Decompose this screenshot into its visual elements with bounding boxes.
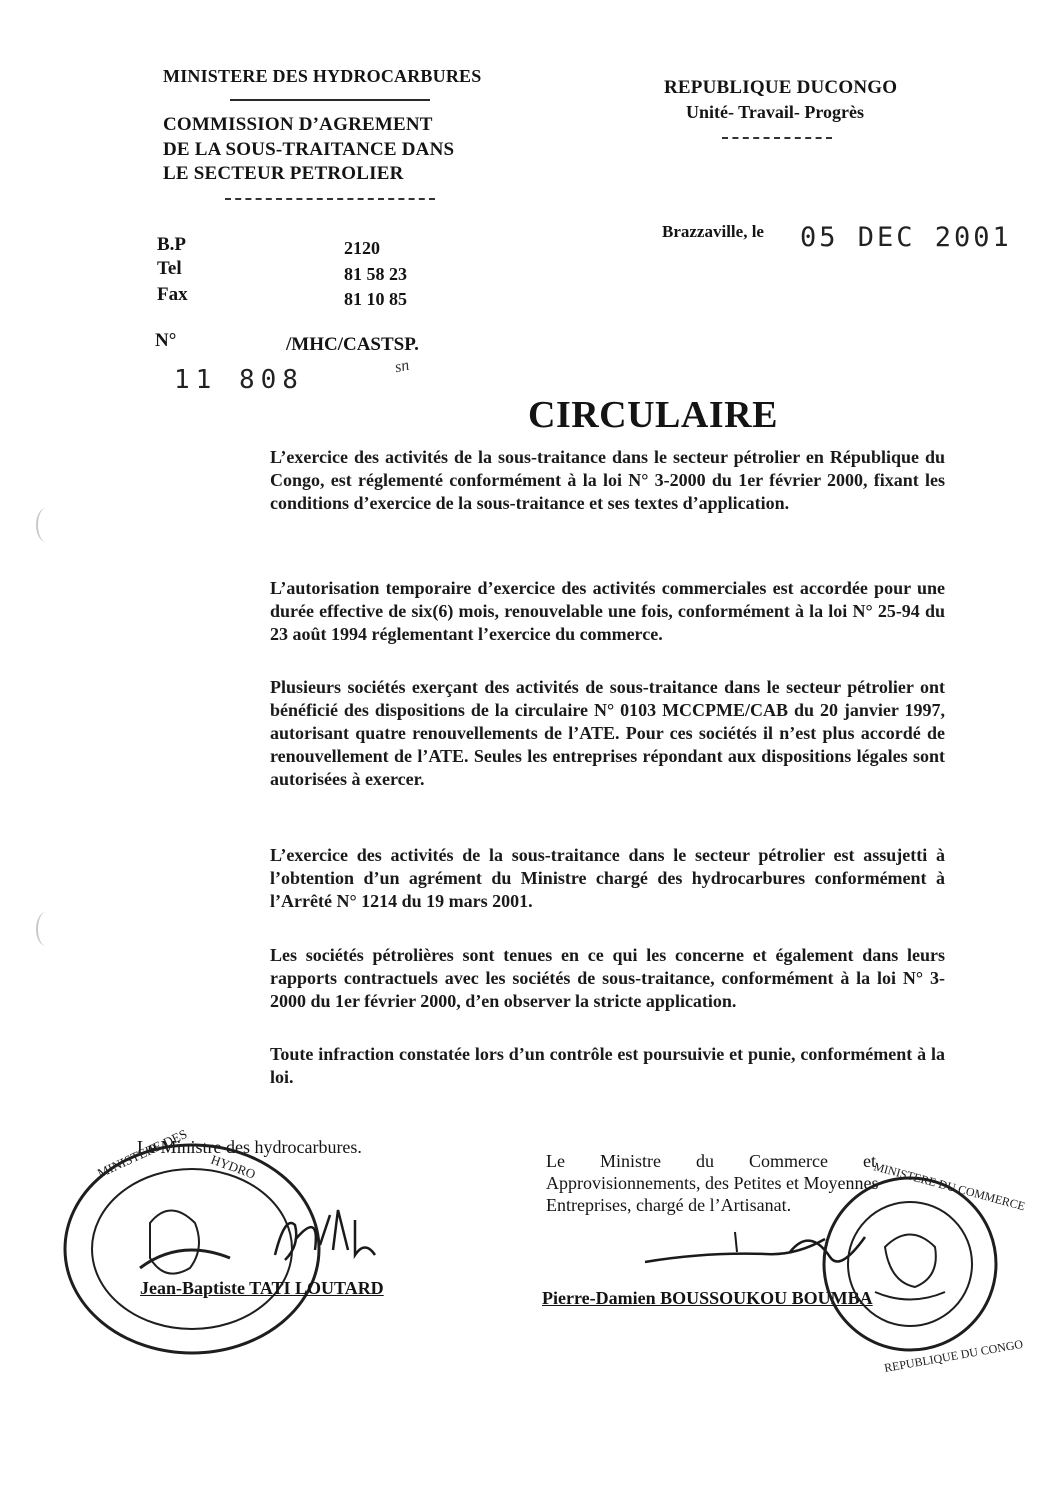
right-signatory-name: Pierre-Damien BOUSSOUKOU BOUMBA [542, 1288, 873, 1308]
date-stamp: 05 DEC 2001 [800, 222, 1012, 253]
paragraph-6: Toute infraction constatée lors d’un contrôle est poursuivie et punie, conformément à la loi. [270, 1044, 945, 1087]
bp-value: 2120 [344, 238, 380, 258]
svg-text:MINISTERE DES: MINISTERE DES [94, 1126, 190, 1181]
paragraph-2: L’autorisation temporaire d’exercice des activités commerciales est accordée pour une durée effective de six(6) mois, renouvelable une fois, conformément à la loi N° 25-94 du 23 août 1994 réglementant l’exercice du commerce. [270, 578, 945, 644]
fax-value: 81 10 85 [344, 289, 407, 309]
ref-stamped-number: 11 808 [174, 365, 304, 395]
ref-initials: sn [393, 356, 411, 377]
page-title: CIRCULAIRE [528, 394, 778, 436]
svg-text:REPUBLIQUE DU CONGO: REPUBLIQUE DU CONGO [883, 1336, 1025, 1375]
paragraph-3: Plusieurs sociétés exerçant des activités de sous-traitance dans le secteur pétrolier ont bénéficié des dispositions de la circulaire N° 0103 MCCPME/CAB du 20 janvier 1997, autorisant quatre renouvellements de l’ATE. Pour ces sociétés il n’est plus accordé de renouvellement de l’ATE. Seules les entreprises répondant aux dispositions légales sont autorisées à exercer. [270, 677, 945, 789]
ref-no-label: N° [155, 330, 177, 351]
commission-line-2: DE LA SOUS-TRAITANCE DANS [163, 139, 455, 160]
commission-underline [225, 198, 435, 200]
commission-line-3: LE SECTEUR PETROLIER [163, 163, 404, 184]
right-signatory-title-3: Entreprises, chargé de l’Artisanat. [546, 1195, 792, 1215]
margin-mark-top [36, 508, 56, 542]
svg-text:MINISTERE DU COMMERCE: MINISTERE DU COMMERCE [872, 1159, 1027, 1214]
motto-underline [722, 137, 832, 139]
paragraph-5: Les sociétés pétrolières sont tenues en ce qui les concerne et également dans leurs rapports contractuels avec les sociétés de sous-traitance, conformément à la loi N° 3-2000 du 1er février 2000, d’en observer la stricte application. [270, 945, 945, 1011]
republic-name: REPUBLIQUE DUCONGO [664, 77, 898, 98]
left-signatory-name: Jean-Baptiste TATI LOUTARD [140, 1278, 384, 1298]
ref-suffix: /MHC/CASTSP. [286, 334, 419, 355]
paragraph-1: L’exercice des activités de la sous-traitance dans le secteur pétrolier en République du Congo, est réglementé conformément à la loi N° 3-2000 du 1er février 2000, fixant les conditions d’exercice de la sous-traitance et ses textes d’application. [270, 447, 945, 513]
ministry-name: MINISTERE DES HYDROCARBURES [163, 66, 482, 86]
ministry-underline [230, 99, 430, 101]
tel-value: 81 58 23 [344, 264, 407, 284]
margin-mark-bottom [36, 912, 56, 946]
right-official-stamp [815, 1142, 1027, 1387]
commission-line-1: COMMISSION D’AGREMENT [163, 114, 433, 135]
bp-label: B.P [157, 234, 187, 255]
right-signatory-title-2: Approvisionnements, des Petites et Moyennes [546, 1173, 879, 1193]
republic-motto: Unité- Travail- Progrès [686, 102, 864, 122]
left-handwritten-signature [265, 1200, 405, 1270]
tel-label: Tel [157, 258, 182, 279]
svg-text:HYDRO: HYDRO [208, 1151, 258, 1182]
fax-label: Fax [157, 284, 188, 305]
paragraph-4: L’exercice des activités de la sous-traitance dans le secteur pétrolier est assujetti à l’obtention d’un agrément du Ministre chargé des hydrocarbures conformément à l’Arrêté N° 1214 du 19 mars 2001. [270, 845, 945, 911]
date-place: Brazzaville, le [662, 222, 764, 241]
right-signatory-title-1: Le Ministre du Commerce et [546, 1151, 876, 1171]
left-signatory-title: Le Ministre des hydrocarbures. [137, 1137, 362, 1157]
